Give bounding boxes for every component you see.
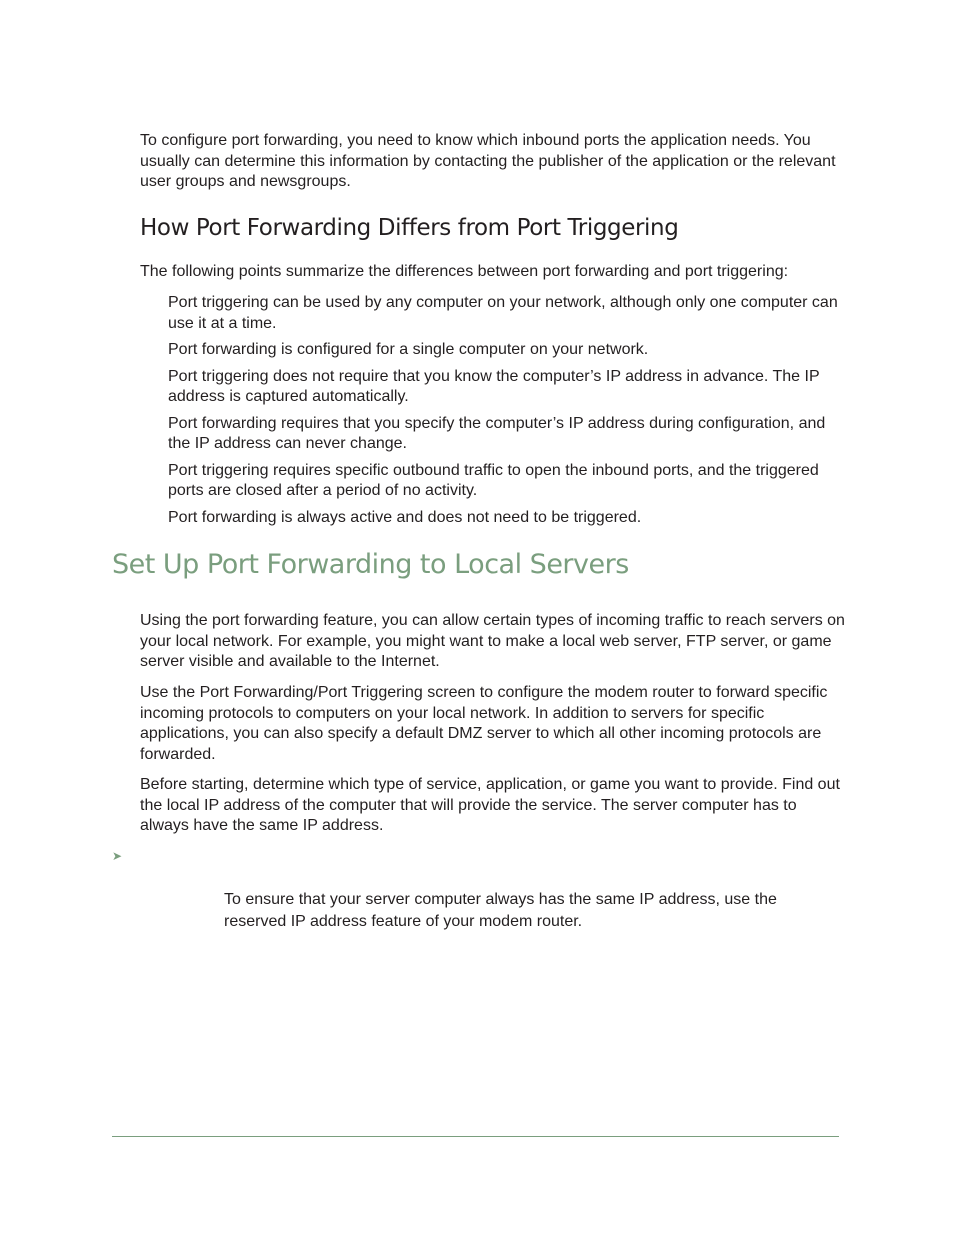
list-item: Port forwarding is configured for a single computer on your network.: [168, 341, 649, 358]
list-item: Port triggering can be used by any computer on your network, although only one computer can use it at a time.: [168, 294, 838, 332]
note-text: To ensure that your server computer always has the same IP address, use the reserved IP address feature of your modem router.: [224, 891, 777, 930]
section-heading-differs: How Port Forwarding Differs from Port Triggering: [140, 215, 679, 241]
list-item: Port forwarding requires that you specify the computer’s IP address during configuration, and the IP address can never change.: [168, 414, 826, 452]
section-heading-setup: Set Up Port Forwarding to Local Servers: [112, 549, 629, 580]
differs-lead-paragraph: The following points summarize the differences between port forwarding and port triggering:: [140, 263, 789, 280]
setup-paragraph-1: Using the port forwarding feature, you can allow certain types of incoming traffic to reach servers on your local network. For example, you might want to make a local web server, FTP server, or game server visible and available to the Internet.: [140, 612, 845, 670]
footer-divider: [112, 1136, 839, 1137]
setup-paragraph-3: Before starting, determine which type of service, application, or game you want to provide. Find out the local IP address of the computer that will provide the service. The server computer has to always have the same IP address.: [140, 776, 840, 834]
list-item: Port triggering requires specific outbound traffic to open the inbound ports, and the triggered ports are closed after a period of no activity.: [168, 461, 819, 499]
list-item: Port triggering does not require that you know the computer’s IP address in advance. The IP address is captured automatically.: [168, 367, 820, 405]
differences-list: [168, 293, 843, 534]
arrow-right-icon: ➤: [112, 849, 123, 863]
setup-paragraph-2: Use the Port Forwarding/Port Triggering screen to configure the modem router to forward specific incoming protocols to computers on your local network. In addition to servers for specific applications, you can also specify a default DMZ server to which all other incoming protocols are forwarded.: [140, 684, 828, 763]
intro-paragraph: To configure port forwarding, you need to know which inbound ports the application needs. You usually can determine this information by contacting the publisher of the application or the relevant user groups and newsgroups.: [140, 132, 836, 190]
list-item: Port forwarding is always active and does not need to be triggered.: [168, 508, 642, 526]
